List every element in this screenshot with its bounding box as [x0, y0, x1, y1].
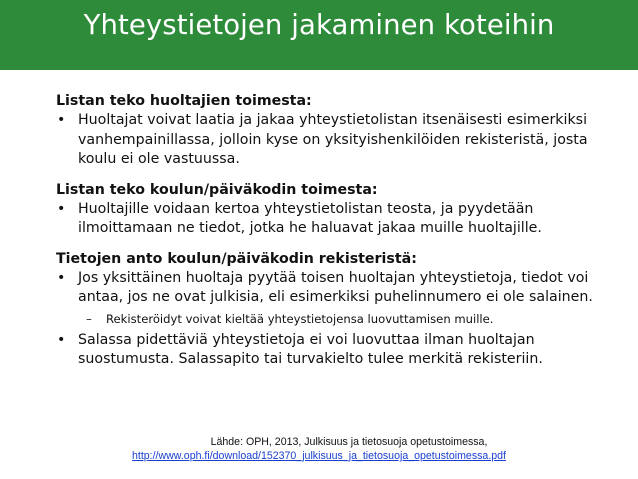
- bullet-icon: •: [57, 331, 66, 348]
- bullet-line: antaa, jos ne ovat julkisia, eli esimerkiksi puhelinnumero ei ole salainen.: [78, 289, 593, 305]
- bullet-icon: •: [57, 200, 66, 217]
- section-heading: Tietojen anto koulun/päiväkodin rekisteristä:: [56, 250, 417, 267]
- bullet-line: Salassa pidettäviä yhteystietoja ei voi luovuttaa ilman huoltajan: [78, 331, 535, 348]
- bullet-line: Huoltajille voidaan kertoa yhteystietolistan teosta, ja pyydetään: [78, 200, 534, 217]
- bullet-line: Huoltajat voivat laatia ja jakaa yhteystietolistan itsenäisesti esimerkiksi: [78, 112, 588, 128]
- source-citation: Lähde: OPH, 2013, Julkisuus ja tietosuoja opetustoimessa,: [210, 436, 488, 448]
- slide-content: [56, 91, 616, 370]
- bullet-line: koulu ei ole vastuussa.: [78, 151, 240, 167]
- bullet-line: vanhempainillassa, jolloin kyse on yksityishenkilöiden rekisteristä, josta: [78, 131, 588, 148]
- slide-title: Yhteystietojen jakaminen koteihin: [83, 9, 555, 41]
- title-bar: [0, 0, 638, 70]
- bullet-item: [56, 331, 616, 370]
- bullet-icon: •: [57, 269, 66, 286]
- section-heading: Listan teko huoltajien toimesta:: [56, 93, 312, 109]
- dash-icon: –: [86, 311, 92, 326]
- section-heading: Listan teko koulun/päiväkodin toimesta:: [56, 181, 378, 198]
- bullet-line: Jos yksittäinen huoltaja pyytää toisen huoltajan yhteystietoja, tiedot voi: [78, 269, 589, 286]
- bullet-item: [56, 111, 616, 170]
- bullet-item: [56, 200, 616, 239]
- bullet-icon: •: [57, 112, 66, 128]
- sub-bullet-text: Rekisteröidyt voivat kieltää yhteystietojensa luovuttamisen muille.: [106, 311, 494, 326]
- bullet-line: ilmoittamaan ne tiedot, jotka he haluavat jakaa muille huoltajille.: [78, 220, 542, 236]
- bullet-item: [56, 269, 616, 308]
- source-footer: [0, 435, 638, 463]
- bullet-line: suostumusta. Salassapito tai turvakielto tulee merkitä rekisteriin.: [78, 351, 543, 367]
- sub-bullet-item: [56, 311, 616, 327]
- source-link[interactable]: http://www.oph.fi/download/152370_julkisuus_ja_tietosuoja_opetustoimessa.pdf: [132, 450, 506, 462]
